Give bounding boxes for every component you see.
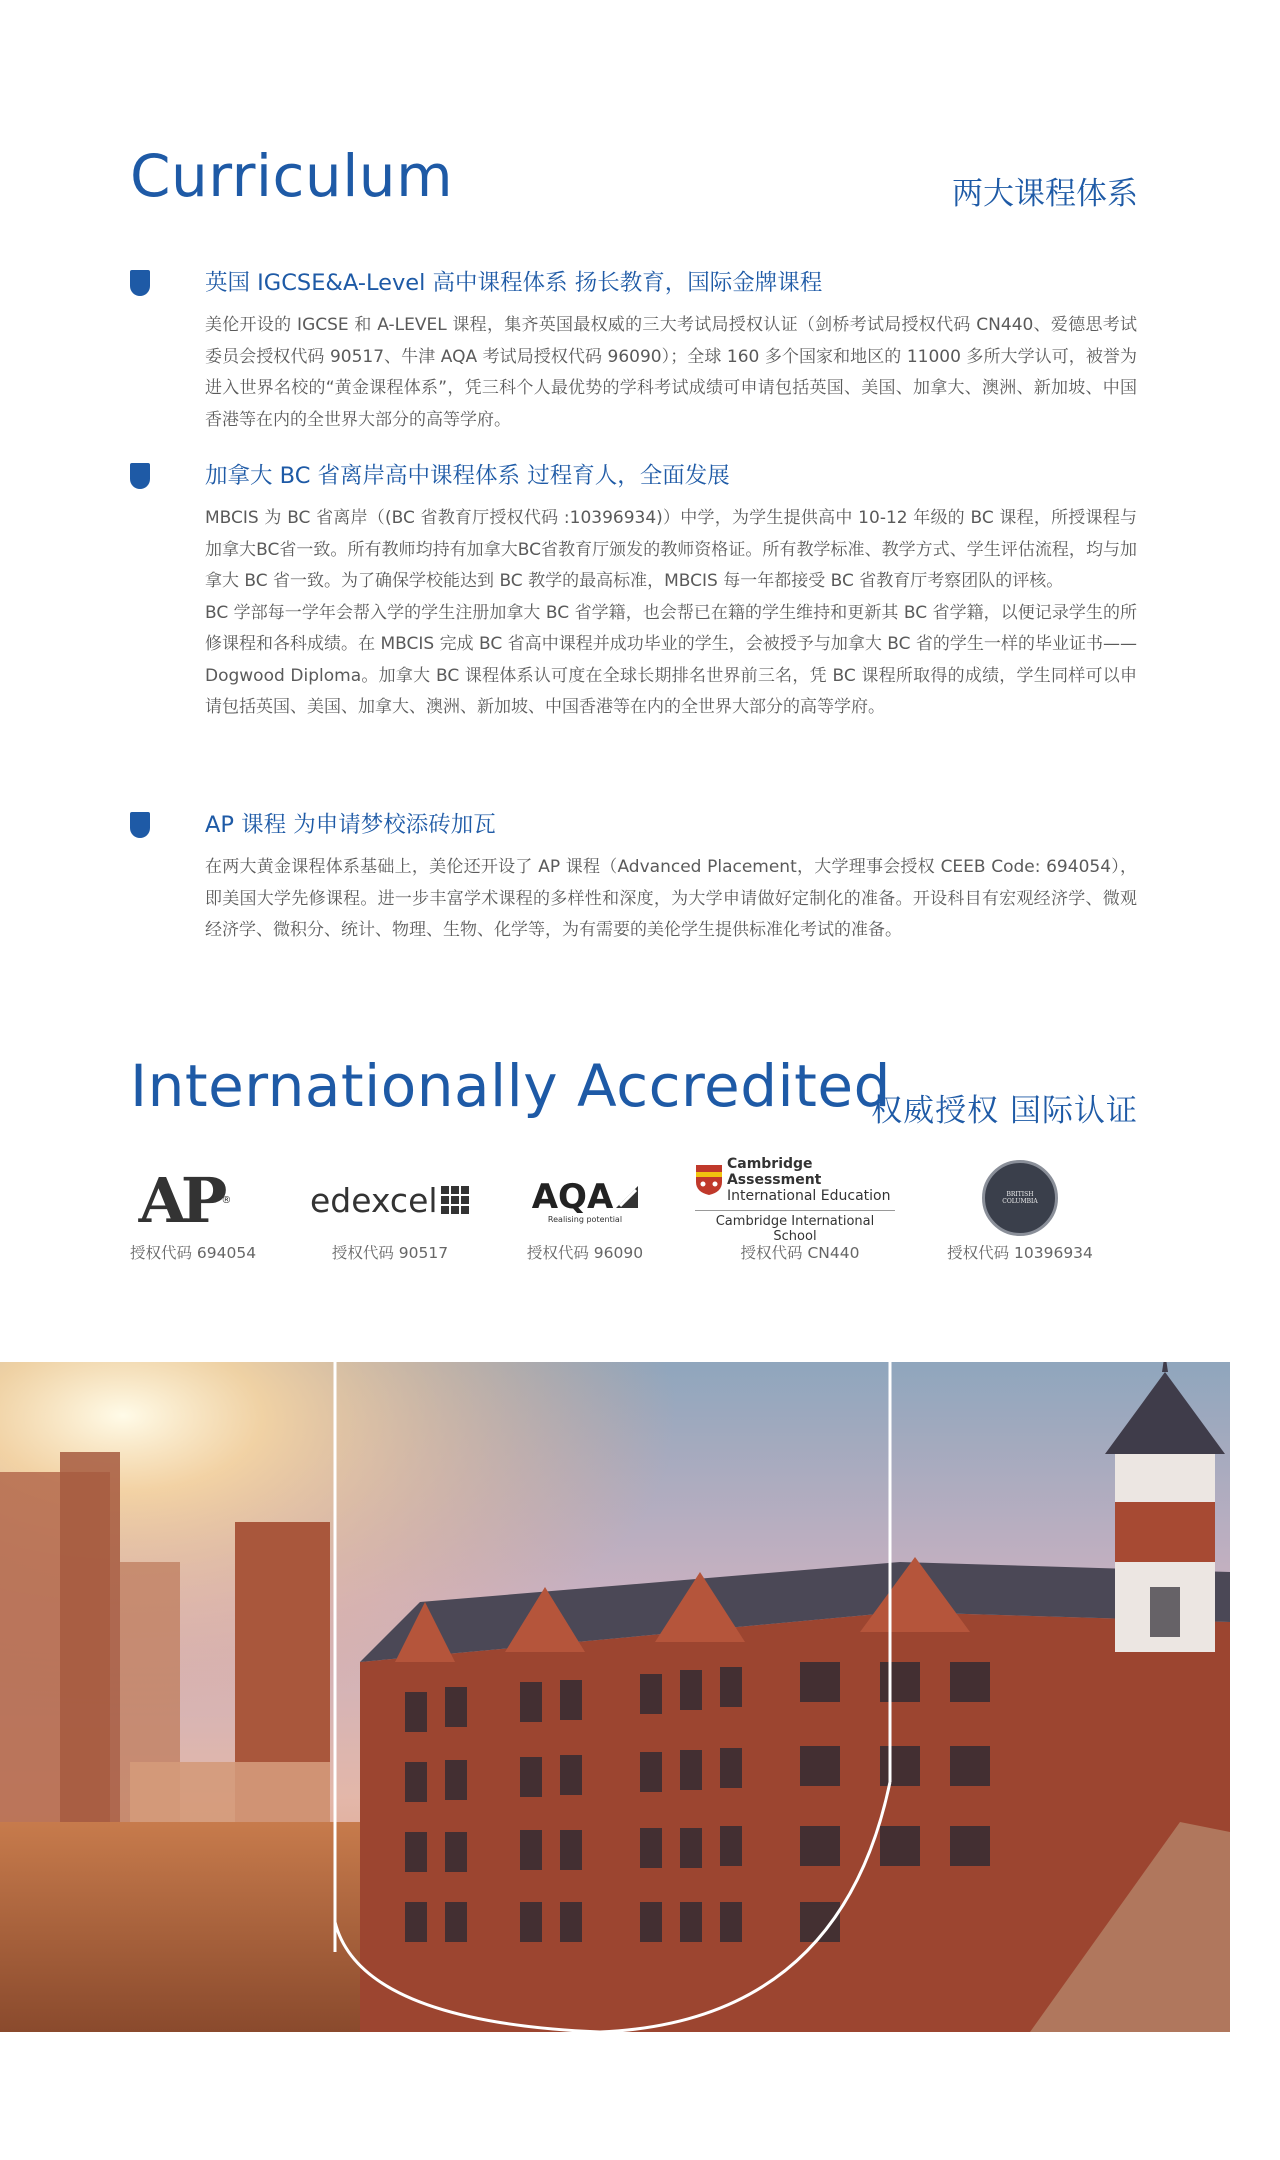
section-heading: 加拿大 BC 省离岸高中课程体系 过程育人，全面发展	[205, 463, 730, 489]
section-bc	[130, 461, 1140, 724]
ap-logo-block	[130, 1163, 257, 1263]
edexcel-grid-icon	[441, 1186, 470, 1214]
section-igcse	[130, 268, 1140, 436]
aqa-logo-block	[515, 1165, 655, 1263]
edexcel-logo-block	[310, 1165, 470, 1263]
section-heading: AP 课程 为申请梦校添砖加瓦	[205, 812, 496, 838]
auth-code: 授权代码 CN440	[740, 1244, 860, 1262]
shield-bullet-icon	[130, 463, 150, 489]
auth-code: 授权代码 694054	[130, 1244, 257, 1262]
auth-code: 授权代码 90517	[331, 1244, 449, 1262]
curriculum-subtitle: 两大课程体系	[952, 176, 1138, 212]
curriculum-title: Curriculum	[130, 142, 454, 210]
section-paragraph: 美伦开设的 IGCSE 和 A-LEVEL 课程，集齐英国最权威的三大考试局授权认证（剑桥考试局授权代码 CN440、爱德思考试委员会授权代码 90517、牛津 AQA 考试局授权代码 96090）；全球 160 多个国家和地区的 11000 多所大学认可，被誉为进入世界名校的“黄金课程体系”，凭三科个人最优势的学科考试成绩可申请包括英国、美国、加拿大、澳洲、新加坡、中国香港等在内的全世界大部分的高等学府。	[205, 315, 1137, 430]
campus-photo	[0, 1362, 1230, 2032]
cambridge-logo: Cambridge Assessment International Education Cambridge International School	[695, 1165, 905, 1235]
section-paragraph: BC 学部每一学年会帮入学的学生注册加拿大 BC 省学籍，也会帮已在籍的学生维持和更新其 BC 省学籍，以便记录学生的所修课程和各科成绩。在 MBCIS 完成 BC 省高中课程并成功毕业的学生，会被授予与加拿大 BC 省的学生一样的毕业证书—— Dogwood Diploma。加拿大 BC 课程体系认可度在全球长期排名世界前三名，凭 BC 课程所取得的成绩，学生同样可以申请包括英国、美国、加拿大、澳洲、新加坡、中国香港等在内的全世界大部分的高等学府。	[205, 602, 1137, 717]
cambridge-logo-block	[695, 1156, 905, 1263]
section-ap	[130, 810, 1140, 947]
shield-bullet-icon	[130, 812, 150, 838]
ap-logo: AP ®	[138, 1163, 232, 1237]
accredited-title: Internationally Accredited	[130, 1052, 891, 1120]
shield-bullet-icon	[130, 270, 150, 296]
auth-code: 授权代码 96090	[526, 1244, 644, 1262]
aqa-logo: AQA Realising potential	[515, 1165, 655, 1235]
edexcel-logo: edexcel	[310, 1165, 470, 1235]
accredited-subtitle: 权威授权 国际认证	[871, 1093, 1138, 1129]
auth-code: 授权代码 10396934	[947, 1244, 1093, 1262]
section-heading: 英国 IGCSE&A-Level 高中课程体系 扬长教育，国际金牌课程	[205, 270, 823, 296]
cambridge-shield-icon	[695, 1164, 722, 1196]
bc-seal-block	[940, 1160, 1100, 1263]
section-paragraph: MBCIS 为 BC 省离岸（(BC 省教育厅授权代码 :10396934)）中学，为学生提供高中 10-12 年级的 BC 课程，所授课程与加拿大BC省一致。所有教师均持有加拿大BC省教育厅颁发的教师资格证。所有教学标准、教学方式、学生评估流程，均与加拿大 BC 省一致。为了确保学校能达到 BC 教学的最高标准，MBCIS 每一年都接受 BC 省教育厅考察团队的评核。	[205, 508, 1137, 591]
aqa-arrow-icon	[616, 1186, 638, 1208]
section-paragraph: 在两大黄金课程体系基础上，美伦还开设了 AP 课程（Advanced Placement，大学理事会授权 CEEB Code: 694054），即美国大学先修课程。进一步丰富学术课程的多样性和深度，为大学申请做好定制化的准备。开设科目有宏观经济学、微观经济学、微积分、统计、物理、生物、化学等，为有需要的美伦学生提供标准化考试的准备。	[205, 857, 1137, 940]
bc-seal-logo: BRITISH COLUMBIA	[940, 1160, 1100, 1235]
